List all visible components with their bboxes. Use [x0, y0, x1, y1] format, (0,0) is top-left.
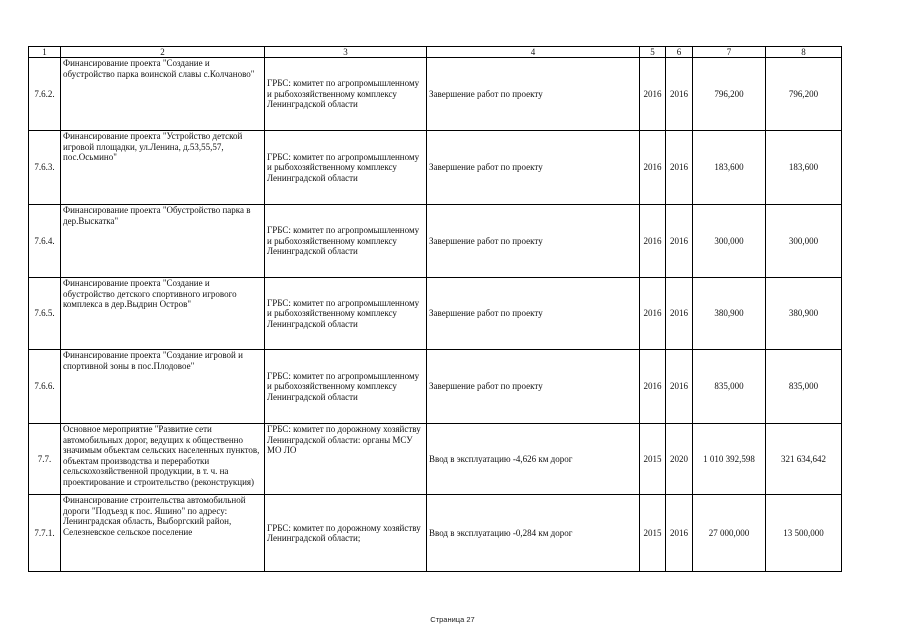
- responsible-executor: ГРБС: комитет по агропромышленному и рыбохозяйственному комплексу Ленинградской области: [265, 205, 427, 278]
- expected-result: Завершение работ по проекту: [427, 58, 640, 131]
- expected-result: Ввод в эксплуатацию -0,284 км дорог: [427, 495, 640, 572]
- measure-name: Финансирование проекта "Создание и обустройство парка воинской славы с.Колчаново": [61, 58, 265, 131]
- measure-name: Финансирование проекта "Обустройство парка в дер.Выскатка": [61, 205, 265, 278]
- amount-part: 321 634,642: [766, 424, 842, 495]
- amount-total: 796,200: [693, 58, 766, 131]
- year-start: 2016: [640, 205, 666, 278]
- row-number: 7.7.: [29, 424, 61, 495]
- responsible-executor: ГРБС: комитет по дорожному хозяйству Ленинградской области: органы МСУ МО ЛО: [265, 424, 427, 495]
- table-row: [29, 58, 842, 131]
- measure-name: Финансирование проекта "Создание игровой и спортивной зоны в пос.Плодовое": [61, 350, 265, 424]
- expected-result: Ввод в эксплуатацию -4,626 км дорог: [427, 424, 640, 495]
- amount-total: 183,600: [693, 131, 766, 205]
- row-number: 7.6.6.: [29, 350, 61, 424]
- col-header-6: 6: [666, 47, 693, 58]
- amount-total: 300,000: [693, 205, 766, 278]
- col-header-1: 1: [29, 47, 61, 58]
- responsible-executor: ГРБС: комитет по дорожному хозяйству Ленинградской области;: [265, 495, 427, 572]
- table-row: [29, 278, 842, 350]
- year-start: 2016: [640, 350, 666, 424]
- amount-part: 13 500,000: [766, 495, 842, 572]
- row-number: 7.6.5.: [29, 278, 61, 350]
- expected-result: Завершение работ по проекту: [427, 350, 640, 424]
- col-header-7: 7: [693, 47, 766, 58]
- col-header-4: 4: [427, 47, 640, 58]
- measure-name: Основное мероприятие "Развитие сети автомобильных дорог, ведущих к общественно значимым объектам сельских населенных пунктов, объектам производства и переработки сельскохозяйственной продукции, в т. ч. на проектирование и строительство (реконструкция): [61, 424, 265, 495]
- amount-total: 835,000: [693, 350, 766, 424]
- amount-part: 183,600: [766, 131, 842, 205]
- header-row: [29, 47, 842, 58]
- measure-name: Финансирование проекта "Устройство детской игровой площадки, ул.Ленина, д.53,55,57, пос.Осьмино": [61, 131, 265, 205]
- expected-result: Завершение работ по проекту: [427, 205, 640, 278]
- amount-part: 835,000: [766, 350, 842, 424]
- table-row: [29, 131, 842, 205]
- year-end: 2016: [666, 131, 693, 205]
- responsible-executor: ГРБС: комитет по агропромышленному и рыбохозяйственному комплексу Ленинградской области: [265, 131, 427, 205]
- measure-name: Финансирование проекта "Создание и обустройство детского спортивного игрового комплекса в дер.Выдрин Остров": [61, 278, 265, 350]
- amount-part: 300,000: [766, 205, 842, 278]
- row-number: 7.7.1.: [29, 495, 61, 572]
- table-row: [29, 424, 842, 495]
- year-start: 2015: [640, 424, 666, 495]
- year-start: 2015: [640, 495, 666, 572]
- page-footer: Страница 27: [430, 615, 475, 624]
- table-row: [29, 350, 842, 424]
- col-header-8: 8: [766, 47, 842, 58]
- row-number: 7.6.2.: [29, 58, 61, 131]
- table-row: [29, 495, 842, 572]
- year-end: 2016: [666, 495, 693, 572]
- col-header-3: 3: [265, 47, 427, 58]
- year-end: 2016: [666, 58, 693, 131]
- row-number: 7.6.3.: [29, 131, 61, 205]
- year-start: 2016: [640, 131, 666, 205]
- responsible-executor: ГРБС: комитет по агропромышленному и рыбохозяйственному комплексу Ленинградской области: [265, 350, 427, 424]
- col-header-5: 5: [640, 47, 666, 58]
- year-start: 2016: [640, 58, 666, 131]
- expected-result: Завершение работ по проекту: [427, 278, 640, 350]
- year-end: 2016: [666, 205, 693, 278]
- measure-name: Финансирование строительства автомобильной дороги "Подъезд к пос. Яшино" по адресу: Ленинградская область, Выборгский район, Селезневское сельское поселение: [61, 495, 265, 572]
- table-row: [29, 205, 842, 278]
- program-table: [28, 46, 842, 572]
- year-start: 2016: [640, 278, 666, 350]
- amount-total: 27 000,000: [693, 495, 766, 572]
- year-end: 2016: [666, 350, 693, 424]
- year-end: 2016: [666, 278, 693, 350]
- row-number: 7.6.4.: [29, 205, 61, 278]
- amount-part: 380,900: [766, 278, 842, 350]
- responsible-executor: ГРБС: комитет по агропромышленному и рыбохозяйственному комплексу Ленинградской области: [265, 278, 427, 350]
- col-header-2: 2: [61, 47, 265, 58]
- amount-part: 796,200: [766, 58, 842, 131]
- amount-total: 380,900: [693, 278, 766, 350]
- expected-result: Завершение работ по проекту: [427, 131, 640, 205]
- year-end: 2020: [666, 424, 693, 495]
- responsible-executor: ГРБС: комитет по агропромышленному и рыбохозяйственному комплексу Ленинградской области: [265, 58, 427, 131]
- amount-total: 1 010 392,598: [693, 424, 766, 495]
